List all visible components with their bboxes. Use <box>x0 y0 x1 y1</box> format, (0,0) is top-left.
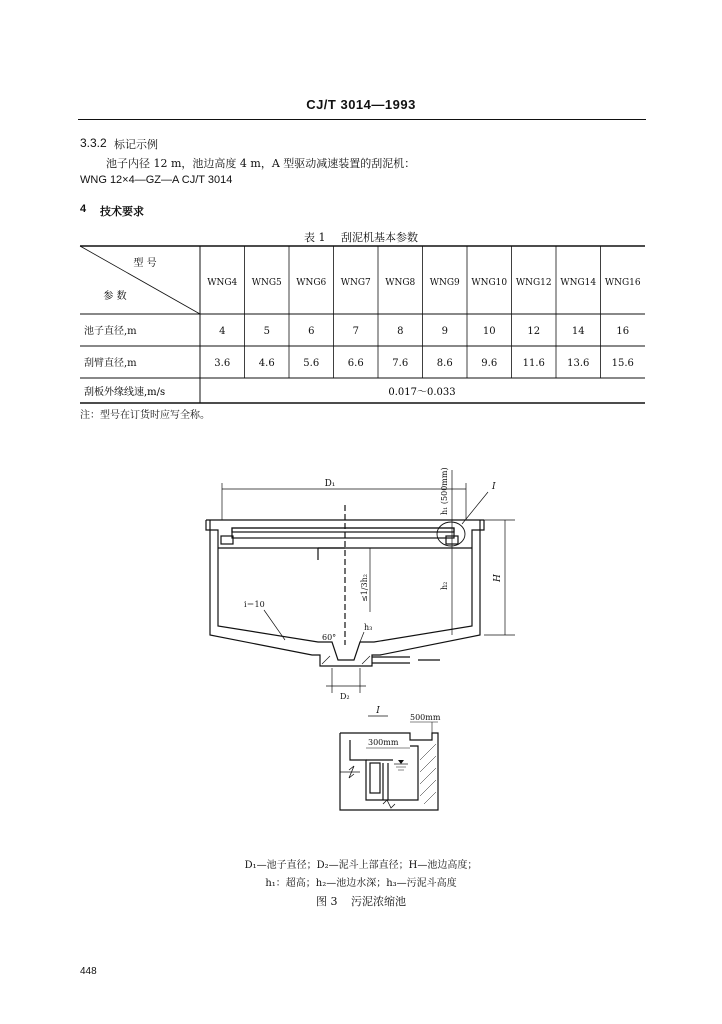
table-cell: 11.6 <box>522 358 545 369</box>
header-param: 参 数 <box>103 291 127 302</box>
model-header-cell: WNG5 <box>251 278 282 288</box>
table-cell: 5 <box>263 326 270 337</box>
speed-value: 0.017～0.033 <box>388 387 456 398</box>
table-cell: 12 <box>527 326 541 337</box>
label-h2: h₂ <box>440 581 449 590</box>
label-d2: D₂ <box>340 692 350 701</box>
label-d1: D₁ <box>324 479 336 489</box>
section-title: 标记示例 <box>114 138 158 151</box>
figure-legend-line1: D₁—池子直径；D₂—泥斗上部直径；H—池边高度； <box>244 860 478 871</box>
model-header-cell: WNG6 <box>296 278 327 288</box>
figure-caption <box>0 893 722 909</box>
label-slope: i＝10 <box>244 600 265 609</box>
table-cell: 5.6 <box>303 358 320 369</box>
table-cell: 13.6 <box>567 358 590 369</box>
table-cell: 9.6 <box>481 358 498 369</box>
example-code: WNG 12×4—GZ—A CJ/T 3014 <box>80 174 233 186</box>
table-cell: 8 <box>397 326 404 337</box>
model-header-cell: WNG4 <box>207 278 238 288</box>
table-caption-title: 刮泥机基本参数 <box>341 231 418 244</box>
chapter-title: 技术要求 <box>100 205 144 218</box>
table-note: 注：型号在订货时应写全称。 <box>80 410 210 421</box>
table-cell: 7.6 <box>392 358 409 369</box>
detail-label: I <box>376 706 380 716</box>
table-cell: 9 <box>441 326 448 337</box>
label-i: I <box>492 482 496 492</box>
row-label: 池子直径,m <box>84 326 137 337</box>
figure-legend-line2: h₁：超高；h₂—池边水深；h₃—污泥斗高度 <box>265 878 457 889</box>
label-h1: h₁ (500mm) <box>440 467 449 515</box>
label-h3: h₃ <box>364 623 373 632</box>
table-cell: 6.6 <box>347 358 364 369</box>
chapter-number: 4 <box>80 203 87 215</box>
standard-header: CJ/T 3014—1993 <box>306 97 416 112</box>
example-description: 池子内径 12 m，池边高度 4 m，A 型驱动减速装置的刮泥机： <box>106 157 416 170</box>
figure-caption-number: 图 3 <box>316 895 338 908</box>
table-cell: 10 <box>482 326 496 337</box>
table-cell: 16 <box>616 326 630 337</box>
page-number: 448 <box>80 966 97 977</box>
table-cell: 8.6 <box>436 358 453 369</box>
header-model: 型 号 <box>133 258 157 269</box>
table-cell: 7 <box>352 326 359 337</box>
table-cell: 14 <box>571 326 585 337</box>
model-header-cell: WNG16 <box>604 278 641 288</box>
section-number: 3.3.2 <box>80 136 107 150</box>
speed-label: 刮板外缘线速,m/s <box>84 387 166 398</box>
table-cell: 3.6 <box>214 358 231 369</box>
table-cell: 6 <box>308 326 315 337</box>
table-cell: 15.6 <box>611 358 634 369</box>
table-cell: 4 <box>219 326 226 337</box>
label-angle: 60° <box>322 633 337 642</box>
label-H: H <box>493 574 503 582</box>
label-slope-v: ≤1/3h₂ <box>360 574 369 602</box>
model-header-cell: WNG9 <box>429 278 460 288</box>
detail-300mm: 300mm <box>368 738 399 747</box>
table-cell: 4.6 <box>258 358 275 369</box>
row-label: 刮臂直径,m <box>84 358 137 369</box>
figure-caption-title: 污泥浓缩池 <box>351 895 406 908</box>
detail-500mm: 500mm <box>410 713 441 722</box>
model-header-cell: WNG14 <box>560 278 597 288</box>
model-header-cell: WNG8 <box>385 278 416 288</box>
model-header-cell: WNG10 <box>471 278 508 288</box>
model-header-cell: WNG7 <box>340 278 371 288</box>
table-caption-number: 表 1 <box>304 231 326 244</box>
model-header-cell: WNG12 <box>515 278 552 288</box>
